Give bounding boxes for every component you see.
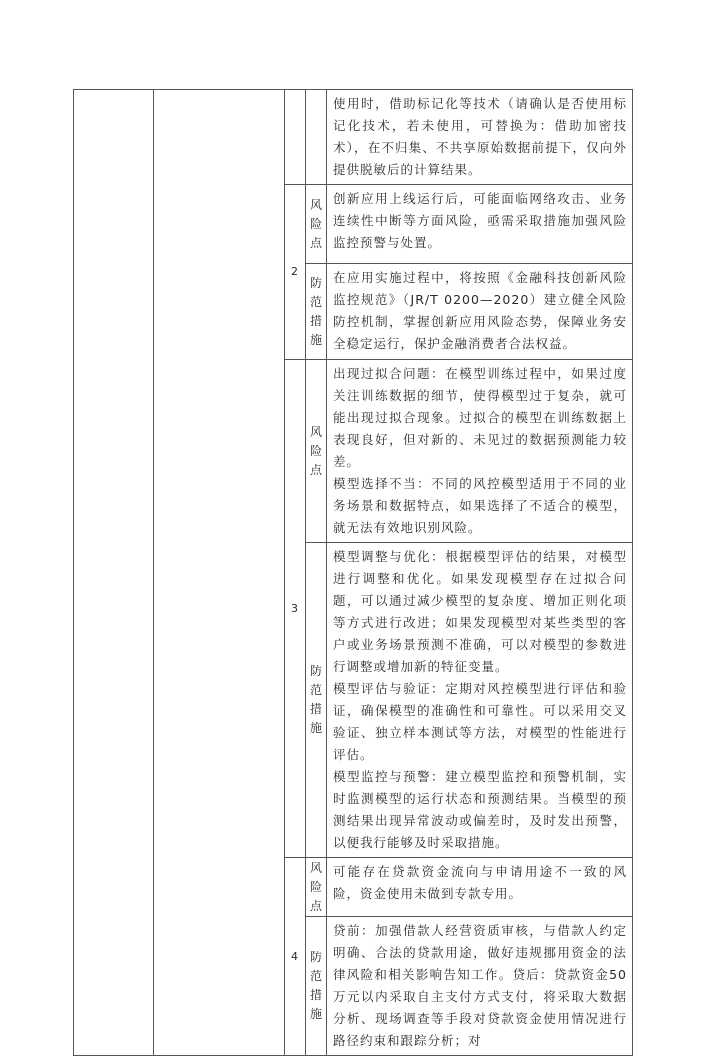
prevention-paragraph: 模型评估与验证：定期对风控模型进行评估和验证，确保模型的准确性和可靠性。可以采用交叉验证、独立样本测试等方法，对模型的性能进行评估。 (333, 681, 627, 762)
risk-paragraph: 模型选择不当：不同的风控模型适用于不同的业务场景和数据特点，如果选择了不适合的模型，就无法有效地识别风险。 (333, 476, 627, 535)
prevention-paragraph: 模型调整与优化：根据模型评估的结果，对模型进行调整和优化。如果发现模型存在过拟合问题，可以通过减少模型的复杂度、增加正则化项等方式进行改进；如果发现模型对某些类型的客户或业务场景预测不准确，可以对模型的参数进行调整或增加新的特征变量。 (333, 549, 627, 674)
prevention-text: 在应用实施过程中，将按照《金融科技创新风险监控规范》（JR/T 0200—2020）建立健全风险防控机制，掌握创新应用风险态势，保障业务安全稳定运行，保护金融消费者合法权益。 (327, 264, 633, 360)
row-number-2: 2 (285, 185, 306, 360)
risk-point-label (306, 185, 327, 264)
row-number-4: 4 (285, 858, 306, 1056)
prevention-text: 贷前：加强借款人经营资质审核，与借款人约定明确、合法的贷款用途，做好违规挪用资金的法律风险和相关影响告知工作。贷后：贷款资金50万元以内采取自主支付方式支付，将采取大数据分析、现场调查等手段对贷款资金使用情况进行路径约束和跟踪分析；对 (327, 917, 633, 1056)
risk-point-label-text: 风险点 (309, 860, 322, 913)
category-cell (154, 90, 285, 1056)
risk-point-text: 可能存在贷款资金流向与申请用途不一致的风险，资金使用未做到专款专用。 (327, 858, 633, 917)
prevention-label-text: 防范措施 (309, 275, 322, 347)
prevention-text (327, 543, 633, 858)
prevention-label-text: 防范措施 (309, 664, 322, 735)
risk-paragraph: 出现过拟合问题：在模型训练过程中，如果过度关注训练数据的细节，使得模型过于复杂，就可能出现过拟合现象。过拟合的模型在训练数据上表现良好，但对新的、未见过的数据预测能力较差。 (333, 366, 627, 469)
risk-point-text (327, 360, 633, 543)
document-table (73, 89, 633, 1056)
prevention-paragraph: 模型监控与预警：建立模型监控和预警机制，实时监测模型的运行状态和预测结果。当模型的预测结果出现异常波动或偏差时，及时发出预警，以便我行能够及时采取措施。 (333, 769, 627, 850)
risk-point-label (306, 858, 327, 917)
prevention-label-text: 防范措施 (309, 950, 322, 1021)
prevention-label (306, 917, 327, 1056)
risk-point-text: 创新应用上线运行后，可能面临网络攻击、业务连续性中断等方面风险，亟需采取措施加强风险监控预警与处置。 (327, 185, 633, 264)
row-number-cell (285, 90, 306, 185)
prevention-label (306, 264, 327, 360)
risk-point-label-text: 风险点 (309, 197, 322, 250)
row-label-cell (306, 90, 327, 185)
row-number-3: 3 (285, 360, 306, 858)
continued-text: 使用时，借助标记化等技术（请确认是否使用标记化技术，若未使用，可替换为：借助加密技术），在不归集、不共享原始数据前提下，仅向外提供脱敏后的计算结果。 (327, 90, 633, 185)
risk-point-label (306, 360, 327, 543)
project-cell (74, 90, 154, 1056)
table-row (74, 90, 633, 185)
prevention-label (306, 543, 327, 858)
risk-point-label-text: 风险点 (309, 424, 322, 477)
